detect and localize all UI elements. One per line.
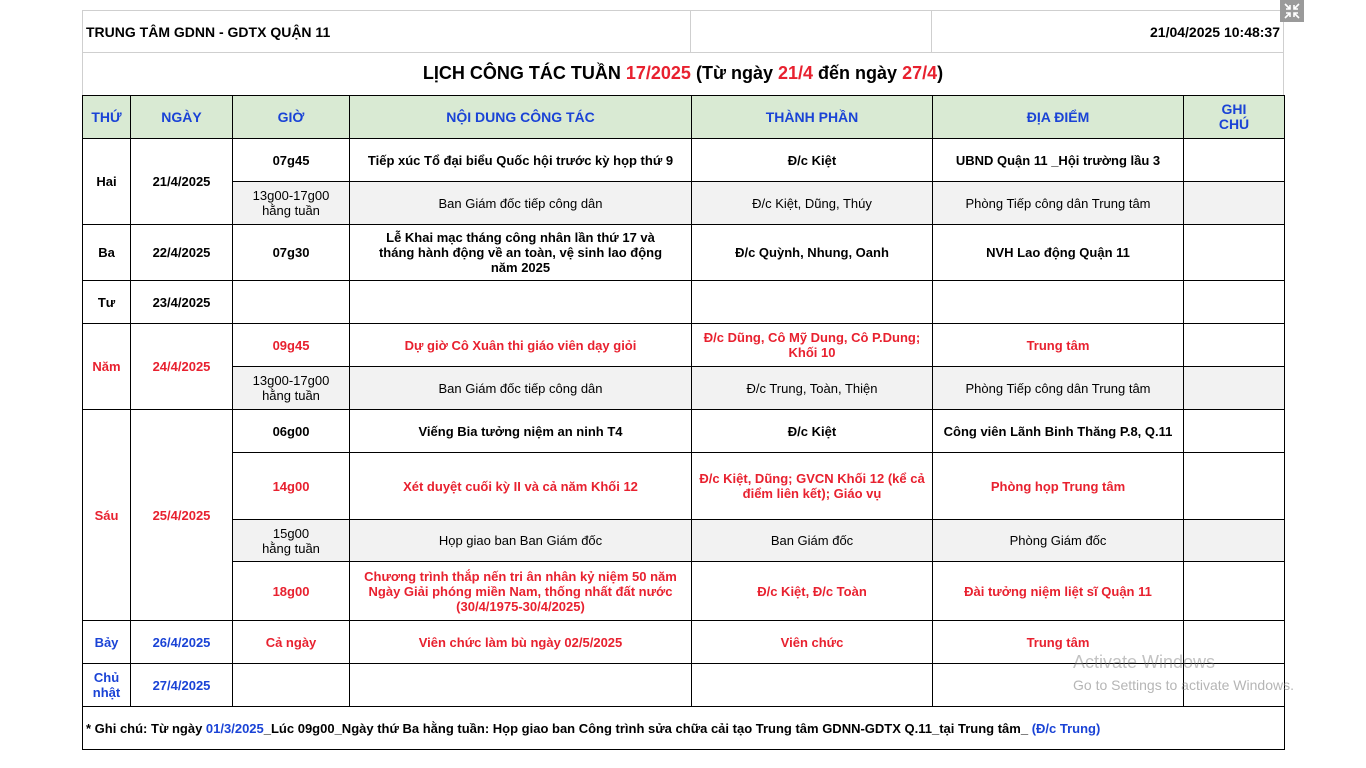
event-time-text: 13g00-17g00 hằng tuần — [252, 373, 330, 403]
event-location: Công viên Lãnh Binh Thăng P.8, Q.11 — [933, 410, 1184, 453]
day-name: Bảy — [83, 621, 131, 664]
col-header-gio: GIỜ — [233, 96, 350, 139]
event-time — [233, 520, 350, 562]
event-location: Phòng Tiếp công dân Trung tâm — [933, 367, 1184, 410]
collapse-icon[interactable] — [1280, 0, 1304, 22]
event-note — [1184, 139, 1285, 182]
event-time: 09g45 — [233, 324, 350, 367]
event-content — [350, 664, 692, 707]
event-content: Ban Giám đốc tiếp công dân — [350, 182, 692, 225]
event-participants: Đ/c Dũng, Cô Mỹ Dung, Cô P.Dung; Khối 10 — [692, 324, 933, 367]
day-date: 25/4/2025 — [131, 410, 233, 621]
col-header-ngay: NGÀY — [131, 96, 233, 139]
event-content: Tiếp xúc Tổ đại biểu Quốc hội trước kỳ họp thứ 9 — [350, 139, 692, 182]
title-suffix: ) — [937, 63, 944, 83]
note-date: 01/3/2025 — [205, 720, 264, 736]
note-row — [83, 707, 1285, 750]
table-row — [83, 225, 1285, 281]
col-header-ghichu — [1184, 96, 1285, 139]
event-location: Trung tâm — [933, 324, 1184, 367]
event-content: Ban Giám đốc tiếp công dân — [350, 367, 692, 410]
event-time — [233, 281, 350, 324]
page-title — [82, 63, 1284, 84]
table-row — [83, 139, 1285, 182]
day-name: Năm — [83, 324, 131, 410]
note-prefix: * Ghi chú: Từ ngày — [86, 720, 206, 736]
header-divider — [82, 52, 1284, 53]
event-time: 14g00 — [233, 453, 350, 520]
title-to: 27/4 — [902, 63, 938, 83]
event-content — [350, 281, 692, 324]
table-row — [83, 182, 1285, 225]
event-time-text: 13g00-17g00 hằng tuần — [252, 188, 330, 218]
event-time — [233, 664, 350, 707]
table-row — [83, 562, 1285, 621]
event-participants: Đ/c Trung, Toàn, Thiện — [692, 367, 933, 410]
day-date: 22/4/2025 — [131, 225, 233, 281]
event-time: 07g30 — [233, 225, 350, 281]
col-header-thu: THỨ — [83, 96, 131, 139]
event-time: Cả ngày — [233, 621, 350, 664]
header-col-line-2 — [931, 10, 932, 52]
day-date: 21/4/2025 — [131, 139, 233, 225]
title-prefix: LỊCH CÔNG TÁC TUẦN — [422, 63, 626, 83]
event-time: 18g00 — [233, 562, 350, 621]
event-note — [1184, 225, 1285, 281]
event-location: Trung tâm — [933, 621, 1184, 664]
event-time — [233, 367, 350, 410]
event-location: Phòng họp Trung tâm — [933, 453, 1184, 520]
event-content: Chương trình thắp nến tri ân nhân kỷ niệm 50 năm Ngày Giải phóng miền Nam, thống nhất đất nước (30/4/1975-30/4/2025) — [350, 562, 692, 621]
title-week: 17/2025 — [625, 63, 691, 83]
note-person: (Đ/c Trung) — [1031, 720, 1101, 736]
event-content: Xét duyệt cuối kỳ II và cả năm Khối 12 — [350, 453, 692, 520]
day-date: 27/4/2025 — [131, 664, 233, 707]
event-content: Họp giao ban Ban Giám đốc — [350, 520, 692, 562]
event-note — [1184, 367, 1285, 410]
event-participants: Đ/c Kiệt, Dũng, Thúy — [692, 182, 933, 225]
header-col-line-1 — [690, 10, 691, 52]
event-note — [1184, 324, 1285, 367]
activate-windows-subtitle: Go to Settings to activate Windows. — [1073, 677, 1294, 693]
table-row — [83, 520, 1285, 562]
event-participants: Đ/c Kiệt, Đ/c Toàn — [692, 562, 933, 621]
day-name — [83, 664, 131, 707]
day-name: Ba — [83, 225, 131, 281]
event-location: NVH Lao động Quận 11 — [933, 225, 1184, 281]
event-participants: Đ/c Kiệt, Dũng; GVCN Khối 12 (kể cả điểm liên kết); Giáo vụ — [692, 453, 933, 520]
event-participants: Đ/c Kiệt — [692, 139, 933, 182]
col-header-thanhphan: THÀNH PHẦN — [692, 96, 933, 139]
day-date: 24/4/2025 — [131, 324, 233, 410]
event-note — [1184, 520, 1285, 562]
event-participants: Ban Giám đốc — [692, 520, 933, 562]
note-body: _Lúc 09g00_Ngày thứ Ba hằng tuần: Họp giao ban Công trình sửa chữa cải tạo Trung tâm GDNN-GDTX Q.11_tại Trung tâm_ — [263, 720, 1032, 736]
col-header-ghichu-label: GHI CHÚ — [1218, 101, 1250, 132]
event-participants: Đ/c Quỳnh, Nhung, Oanh — [692, 225, 933, 281]
event-participants — [692, 664, 933, 707]
event-location: Đài tưởng niệm liệt sĩ Quận 11 — [933, 562, 1184, 621]
event-time: 07g45 — [233, 139, 350, 182]
event-note — [1184, 410, 1285, 453]
table-row — [83, 453, 1285, 520]
week-note — [83, 707, 1285, 750]
event-content: Lễ Khai mạc tháng công nhân lần thứ 17 và tháng hành động về an toàn, vệ sinh lao động năm 2025 — [350, 225, 692, 281]
title-mid2: đến ngày — [813, 63, 903, 83]
org-name: TRUNG TÂM GDNN - GDTX QUẬN 11 — [86, 24, 331, 40]
event-location — [933, 281, 1184, 324]
event-participants: Viên chức — [692, 621, 933, 664]
table-row — [83, 410, 1285, 453]
table-row — [83, 324, 1285, 367]
title-from: 21/4 — [778, 63, 814, 83]
event-participants: Đ/c Kiệt — [692, 410, 933, 453]
day-date: 26/4/2025 — [131, 621, 233, 664]
event-time — [233, 182, 350, 225]
event-location: Phòng Tiếp công dân Trung tâm — [933, 182, 1184, 225]
event-note — [1184, 562, 1285, 621]
event-content: Viếng Bia tưởng niệm an ninh T4 — [350, 410, 692, 453]
table-row — [83, 367, 1285, 410]
event-note — [1184, 453, 1285, 520]
collapse-icon-glyph — [1280, 0, 1304, 22]
event-note — [1184, 281, 1285, 324]
day-name: Sáu — [83, 410, 131, 621]
event-location: UBND Quận 11 _Hội trường lầu 3 — [933, 139, 1184, 182]
table-row — [83, 281, 1285, 324]
col-header-diadiem: ĐỊA ĐIỂM — [933, 96, 1184, 139]
day-name: Tư — [83, 281, 131, 324]
event-location: Phòng Giám đốc — [933, 520, 1184, 562]
title-mid1: (Từ ngày — [690, 63, 778, 83]
print-datetime: 21/04/2025 10:48:37 — [1150, 24, 1280, 40]
event-content: Viên chức làm bù ngày 02/5/2025 — [350, 621, 692, 664]
day-name: Hai — [83, 139, 131, 225]
col-header-noidung: NỘI DUNG CÔNG TÁC — [350, 96, 692, 139]
activate-windows-title: Activate Windows — [1073, 652, 1216, 672]
event-participants — [692, 281, 933, 324]
event-time: 06g00 — [233, 410, 350, 453]
table-header-row — [83, 96, 1285, 139]
day-name-text: Chủ nhật — [92, 670, 121, 700]
event-content: Dự giờ Cô Xuân thi giáo viên dạy giỏi — [350, 324, 692, 367]
event-note — [1184, 182, 1285, 225]
event-time-text: 15g00 hằng tuần — [262, 525, 320, 556]
day-date: 23/4/2025 — [131, 281, 233, 324]
